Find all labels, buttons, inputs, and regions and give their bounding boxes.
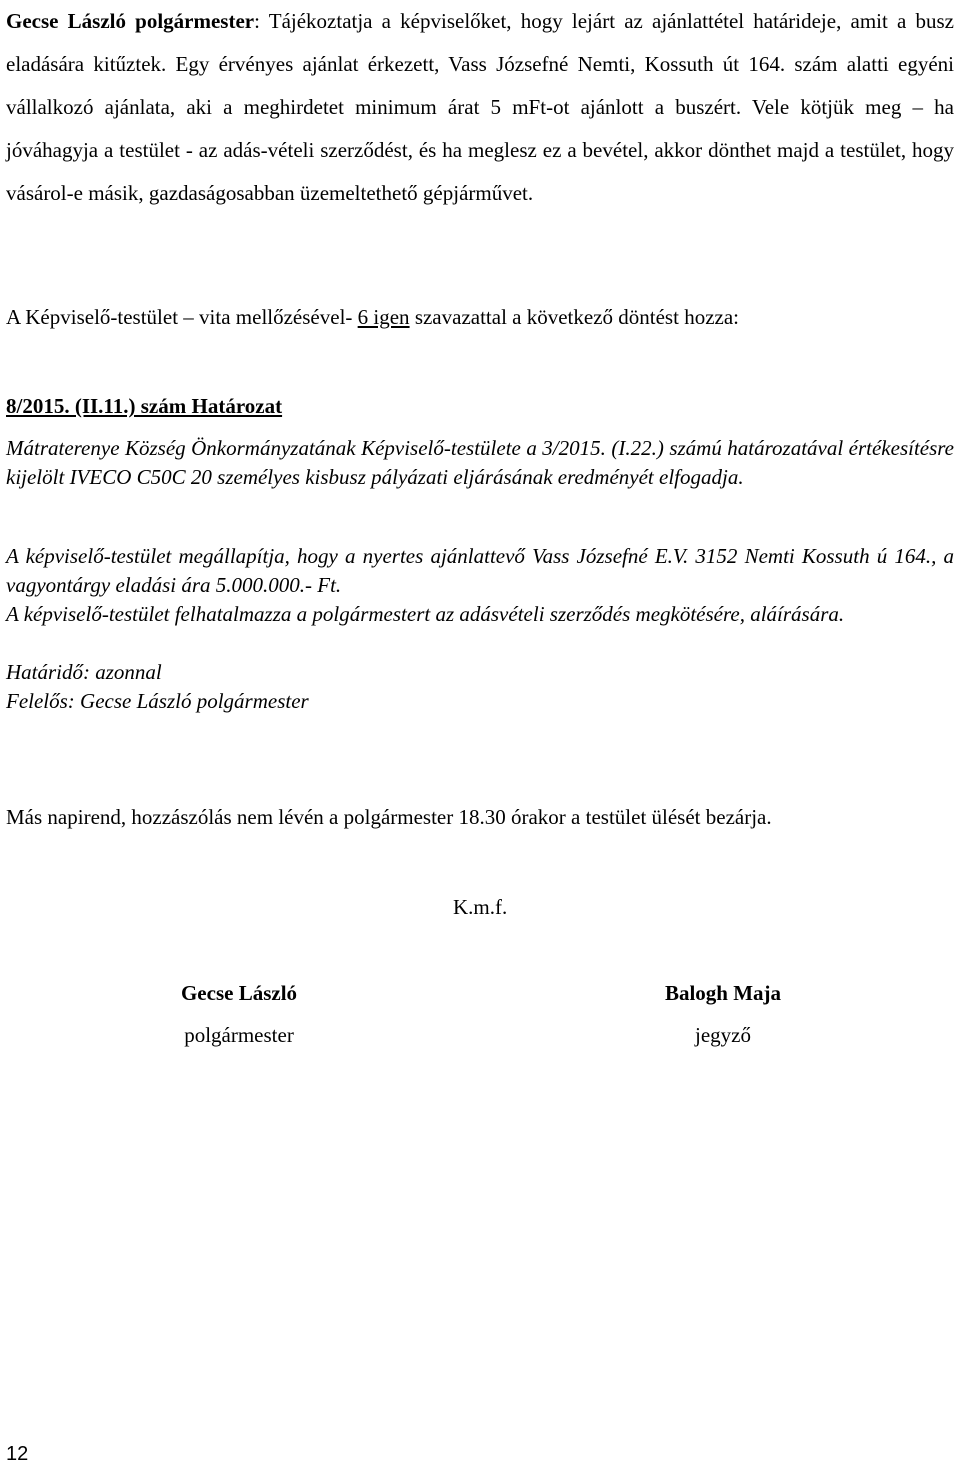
vote-count: 6 igen (357, 305, 410, 329)
vote-after: szavazattal a következő döntést hozza: (409, 305, 739, 329)
signature-notary (638, 979, 808, 1049)
page-number: 12 (6, 1443, 29, 1465)
resolution-deadline: Határidő: azonnal (6, 660, 162, 684)
resolution-paragraph-2: A képviselő-testület megállapítja, hogy a nyertes ajánlattevő Vass Józsefné E.V. 3152 Nemti Kossuth ú 164., a vagyontárgy eladási ára 5.000.000.- Ft. (6, 544, 954, 597)
resolution-responsible: Felelős: Gecse László polgármester (6, 689, 309, 713)
closing-sentence: Más napirend, hozzászólás nem lévén a polgármester 18.30 órakor a testület ülését bezárja. (6, 805, 772, 829)
signature-role: jegyző (695, 1023, 751, 1047)
resolution-paragraph-1: Mátraterenye Község Önkormányzatának Képviselő-testülete a 3/2015. (I.22.) számú határozatával értékesítésre kijelölt IVECO C50C 20 személyes kisbusz pályázati eljárásának eredményét elfogadja. (6, 436, 954, 489)
signature-name: Gecse László (180, 981, 298, 1005)
speaker-name: Gecse László polgármester (6, 9, 255, 33)
vote-sentence (6, 303, 739, 331)
signature-role: polgármester (184, 1023, 294, 1047)
resolution-paragraph-3: A képviselő-testület felhatalmazza a polgármestert az adásvételi szerződés megkötésére, aláírására. (6, 602, 845, 626)
intro-paragraph (6, 0, 954, 215)
signature-name: Balogh Maja (664, 981, 782, 1005)
kmf-label: K.m.f. (453, 895, 508, 919)
resolution-title: 8/2015. (II.11.) szám Határozat (6, 394, 283, 418)
signature-mayor (154, 979, 324, 1049)
vote-before: A Képviselő-testület – vita mellőzésével- (6, 305, 358, 329)
intro-text: : Tájékoztatja a képviselőket, hogy lejárt az ajánlattétel határideje, amit a busz eladására kitűztek. Egy érvényes ajánlat érkezett, Vass Józsefné Nemti, Kossuth út 164. szám alatti egyéni vállalkozó ajánlata, aki a meghirdetet minimum árat 5 mFt-ot ajánlott a buszért. Vele kötjük meg – ha jóváhagyja a testület - az adás-vételi szerződést, és ha meglesz ez a bevétel, akkor dönthet majd a testület, hogy vásárol-e másik, gazdaságosabban üzemeltethető gépjárművet. (6, 9, 954, 205)
